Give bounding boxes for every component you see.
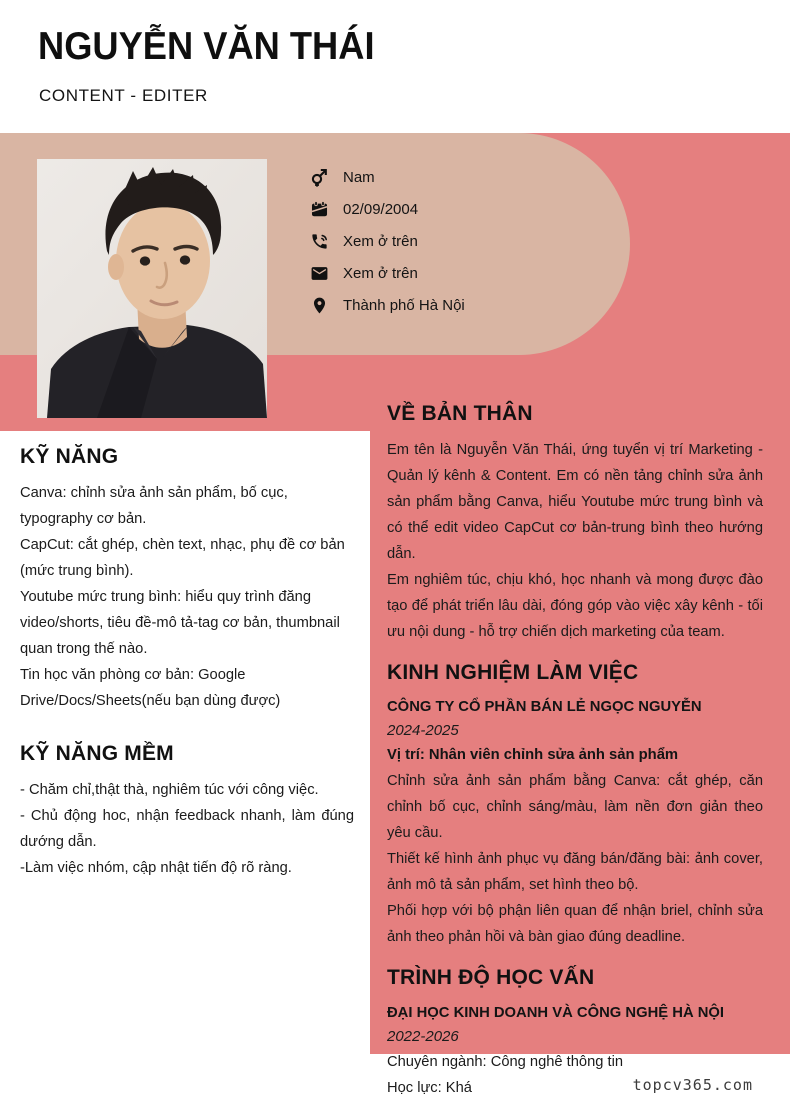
education-major: Chuyên ngành: Công nghê thông tin [387, 1053, 624, 1070]
contact-item-birthday [310, 193, 465, 225]
gender-value: Nam [343, 168, 375, 186]
section-about [387, 401, 763, 645]
section-experience [387, 660, 763, 950]
email-value: Xem ở trên [343, 264, 418, 282]
location-pin-icon [310, 296, 329, 315]
page-title: NGUYỄN VĂN THÁI [38, 25, 375, 68]
skills-paragraph: Tin học văn phòng cơ bản: Google Drive/Docs/Sheets(nếu bạn dùng được) [20, 667, 281, 710]
company-name: CÔNG TY CỔ PHẦN BÁN LẺ NGỌC NGUYỄN [387, 699, 702, 716]
section-title-experience: KINH NGHIỆM LÀM VIỆC [387, 661, 639, 685]
watermark: topcv365.com [632, 1076, 753, 1094]
education-grade: Học lực: Khá [387, 1079, 472, 1096]
about-paragraph: Em nghiêm túc, chịu khó, học nhanh và mong được đào tạo để phát triển lâu dài, đóng góp vào việc xây kênh - tối ưu nội dung - hỗ trợ chiến dịch marketing của team. [387, 572, 763, 641]
soft-skills-paragraph: -Làm việc nhóm, cập nhật tiến độ rõ ràng. [20, 860, 292, 877]
job-title: CONTENT - EDITER [39, 86, 208, 105]
skills-paragraph: CapCut: cắt ghép, chèn text, nhạc, phụ đề cơ bản (mức trung bình). [20, 537, 345, 580]
education-period: 2022-2026 [387, 1027, 459, 1045]
skills-paragraph: Canva: chỉnh sửa ảnh sản phẩm, bố cục, typography cơ bản. [20, 485, 288, 528]
gender-icon [310, 168, 329, 187]
contact-list [310, 161, 465, 321]
experience-paragraph: Phối hợp với bộ phận liên quan để nhận briel, chỉnh sửa ảnh theo phản hồi và bàn giao đúng deadline. [387, 903, 763, 946]
section-title-soft-skills: KỸ NĂNG MỀM [20, 742, 174, 766]
section-skills [20, 444, 354, 714]
section-title-skills: KỸ NĂNG [20, 445, 119, 468]
mail-icon [310, 264, 329, 283]
right-column [387, 401, 763, 1116]
profile-photo [37, 159, 267, 418]
portrait-illustration [37, 159, 267, 418]
experience-position: Vị trí: Nhân viên chỉnh sửa ảnh sản phẩm [387, 747, 679, 764]
birthday-value: 02/09/2004 [343, 200, 419, 218]
skills-paragraph: Youtube mức trung bình: hiểu quy trình đăng video/shorts, tiêu đề-mô tả-tag cơ bản, thumbnail quan trong thế nào. [20, 589, 340, 658]
section-title-about: VỀ BẢN THÂN [387, 402, 533, 425]
phone-icon [310, 232, 329, 251]
contact-item-gender [310, 161, 465, 193]
calendar-icon [310, 200, 329, 219]
experience-paragraph: Chỉnh sửa ảnh sản phẩm bằng Canva: cắt ghép, căn chỉnh bố cục, chỉnh sáng/màu, làm nền đơn giản theo yêu cầu. [387, 773, 763, 842]
section-soft-skills [20, 741, 354, 881]
contact-item-phone [310, 225, 465, 257]
left-column [20, 444, 354, 908]
soft-skills-paragraph: - Chủ động hoc, nhận feedback nhanh, làm đúng dướng dẫn. [20, 808, 354, 851]
contact-item-email [310, 257, 465, 289]
experience-paragraph: Thiết kế hình ảnh phục vụ đăng bán/đăng bài: ảnh cover, ảnh mô tả sản phẩm, set hình theo bộ. [387, 851, 763, 894]
phone-value: Xem ở trên [343, 232, 418, 250]
school-name: ĐẠI HỌC KINH DOANH VÀ CÔNG NGHỆ HÀ NỘI [387, 1004, 725, 1021]
contact-item-address [310, 289, 465, 321]
section-title-education: TRÌNH ĐỘ HỌC VẤN [387, 966, 595, 990]
about-paragraph: Em tên là Nguyễn Văn Thái, ứng tuyển vị trí Marketing - Quản lý kênh & Content. Em có nền tảng chỉnh sửa ảnh sản phẩm bằng Canva, hiểu Youtube mức trung bình và có thể edit video CapCut cơ bản-trung bình theo hướng dẫn. [387, 442, 763, 563]
experience-period: 2024-2025 [387, 722, 459, 740]
soft-skills-paragraph: - Chăm chỉ,thật thà, nghiêm túc với công việc. [20, 782, 319, 799]
address-value: Thành phố Hà Nội [343, 296, 465, 314]
